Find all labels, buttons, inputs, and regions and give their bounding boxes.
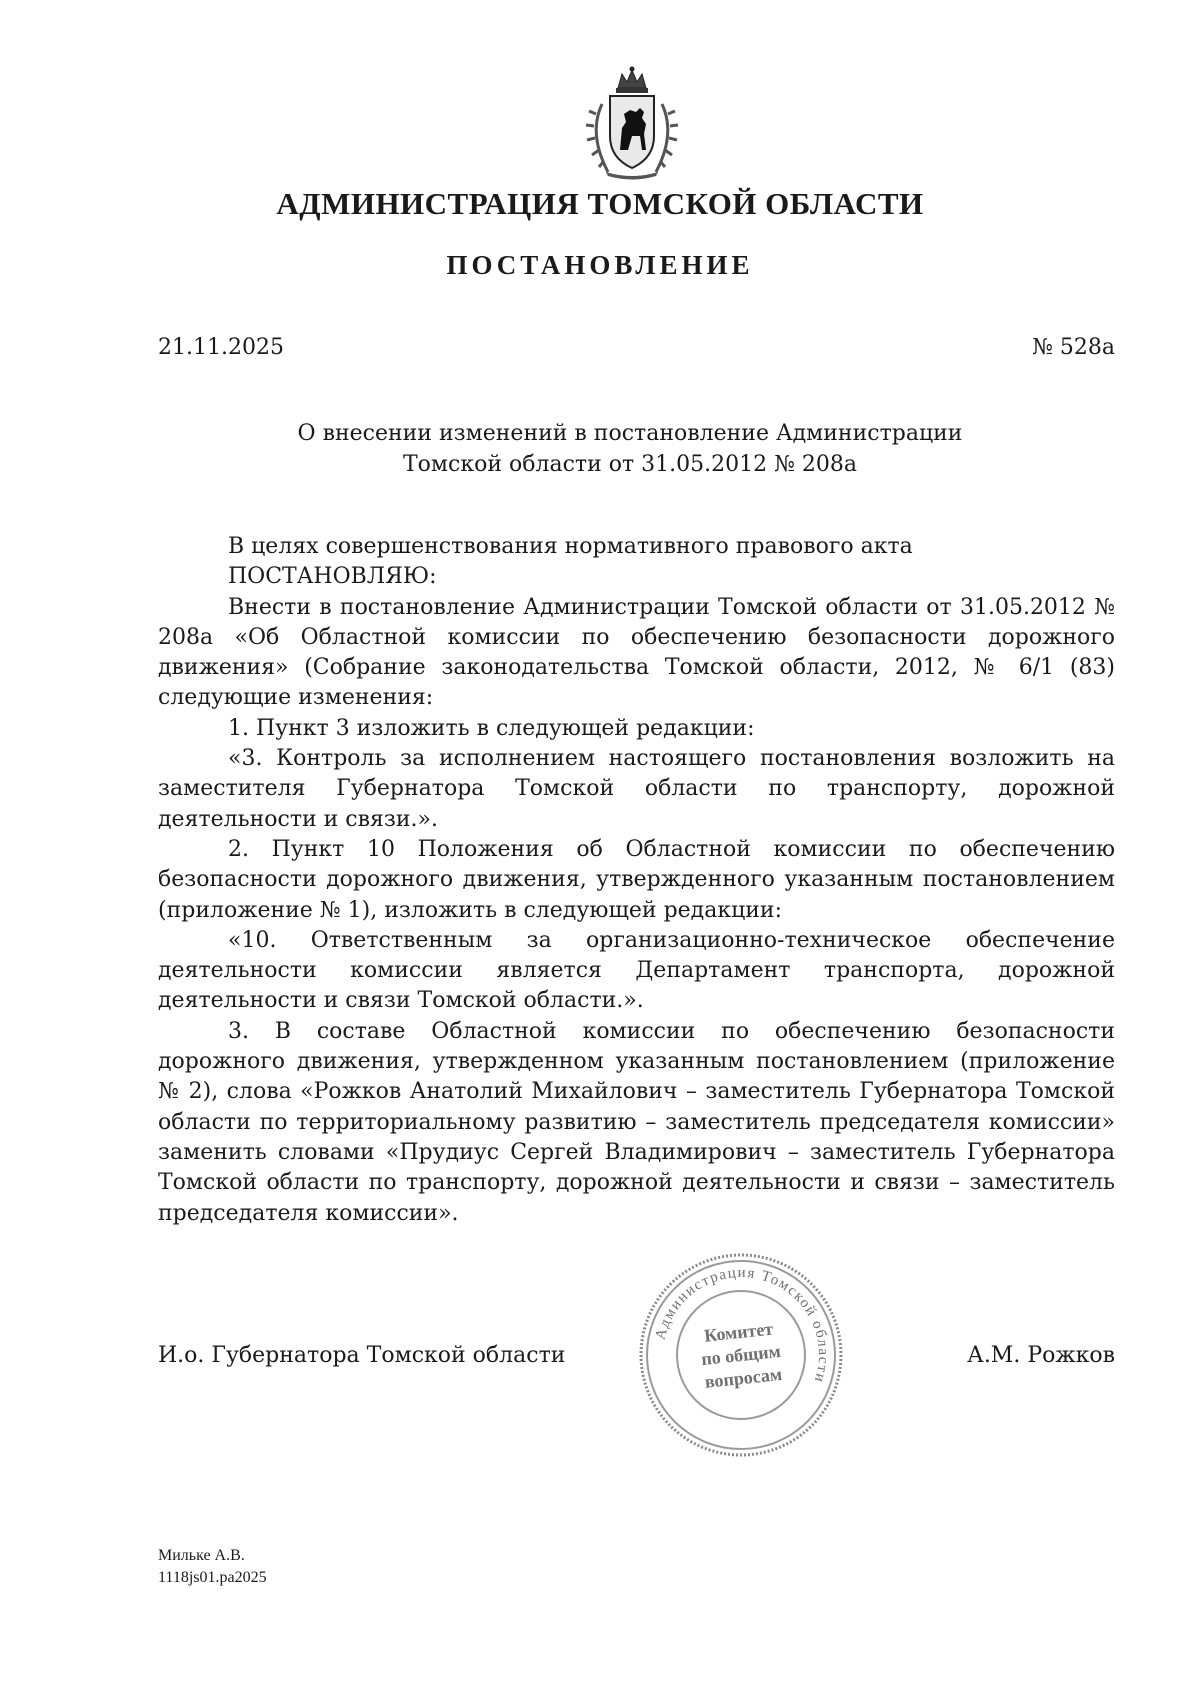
document-type-title: ПОСТАНОВЛЕНИЕ bbox=[446, 250, 754, 280]
file-code: 1118js01.pa2025 bbox=[158, 1569, 267, 1586]
signatory-name: А.М. Рожков bbox=[967, 1343, 1115, 1368]
document-date: 21.11.2025 bbox=[158, 335, 284, 360]
stamp-center-text: вопросам bbox=[703, 1363, 783, 1392]
resolution-keyword: ПОСТАНОВЛЯЮ: bbox=[228, 564, 437, 590]
body-paragraph: «10. Ответственным за организационно-техническое обеспечение деятельности комиссии является Департамент транспорта, дорожной деятельности и связи Томской области.». bbox=[158, 927, 1115, 1014]
tomsk-coat-of-arms-icon bbox=[580, 64, 684, 182]
subject-line: Томской области от 31.05.2012 № 208а bbox=[402, 452, 858, 477]
body-paragraph: «3. Контроль за исполнением настоящего постановления возложить на заместителя Губернатора Томской области по транспорту, дорожной деятельности и связи.». bbox=[158, 746, 1115, 832]
executor-name: Мильке А.В. bbox=[158, 1547, 245, 1564]
organization-title: АДМИНИСТРАЦИЯ ТОМСКОЙ ОБЛАСТИ bbox=[276, 186, 924, 221]
official-stamp bbox=[636, 1250, 846, 1460]
body-paragraph: В целях совершенствования нормативного правового акта bbox=[228, 534, 913, 559]
body-paragraph: 1. Пункт 3 изложить в следующей редакции: bbox=[228, 715, 755, 741]
subject-line: О внесении изменений в постановление Администрации bbox=[297, 421, 963, 446]
stamp-center-text: по общим bbox=[700, 1340, 782, 1370]
body-paragraph: 2. Пункт 10 Положения об Областной комиссии по обеспечению безопасности дорожного движения, утвержденного указанным постановлением (приложение № 1), изложить в следующей редакции: bbox=[158, 836, 1115, 923]
stamp-center-text: Комитет bbox=[703, 1318, 775, 1346]
document-subject bbox=[200, 418, 1060, 480]
document-footer bbox=[158, 1545, 267, 1589]
document-number: № 528а bbox=[1032, 335, 1115, 360]
stamp-ring-text: Администрация Томской области bbox=[652, 1264, 832, 1386]
document-body bbox=[158, 532, 1115, 1229]
body-paragraph: Внести в постановление Администрации Томской области от 31.05.2012 № 208а «Об Областной комиссии по обеспечению безопасности дорожного движения» (Собрание законодательства Томской области, 2012, № 6/1 (83) следующие изменения: bbox=[158, 594, 1115, 711]
body-paragraph: 3. В составе Областной комиссии по обеспечению безопасности дорожного движения, утвержденном указанным постановлением (приложение № 2), слова «Рожков Анатолий Михайлович – заместитель Губернатора Томской области по территориальному развитию – заместитель председателя комиссии» заменить словами «Прудиус Сергей Владимирович – заместитель Губернатора Томской области по транспорту, дорожной деятельности и связи – заместитель председателя комиссии». bbox=[158, 1018, 1115, 1226]
signatory-position: И.о. Губернатора Томской области bbox=[158, 1343, 566, 1368]
